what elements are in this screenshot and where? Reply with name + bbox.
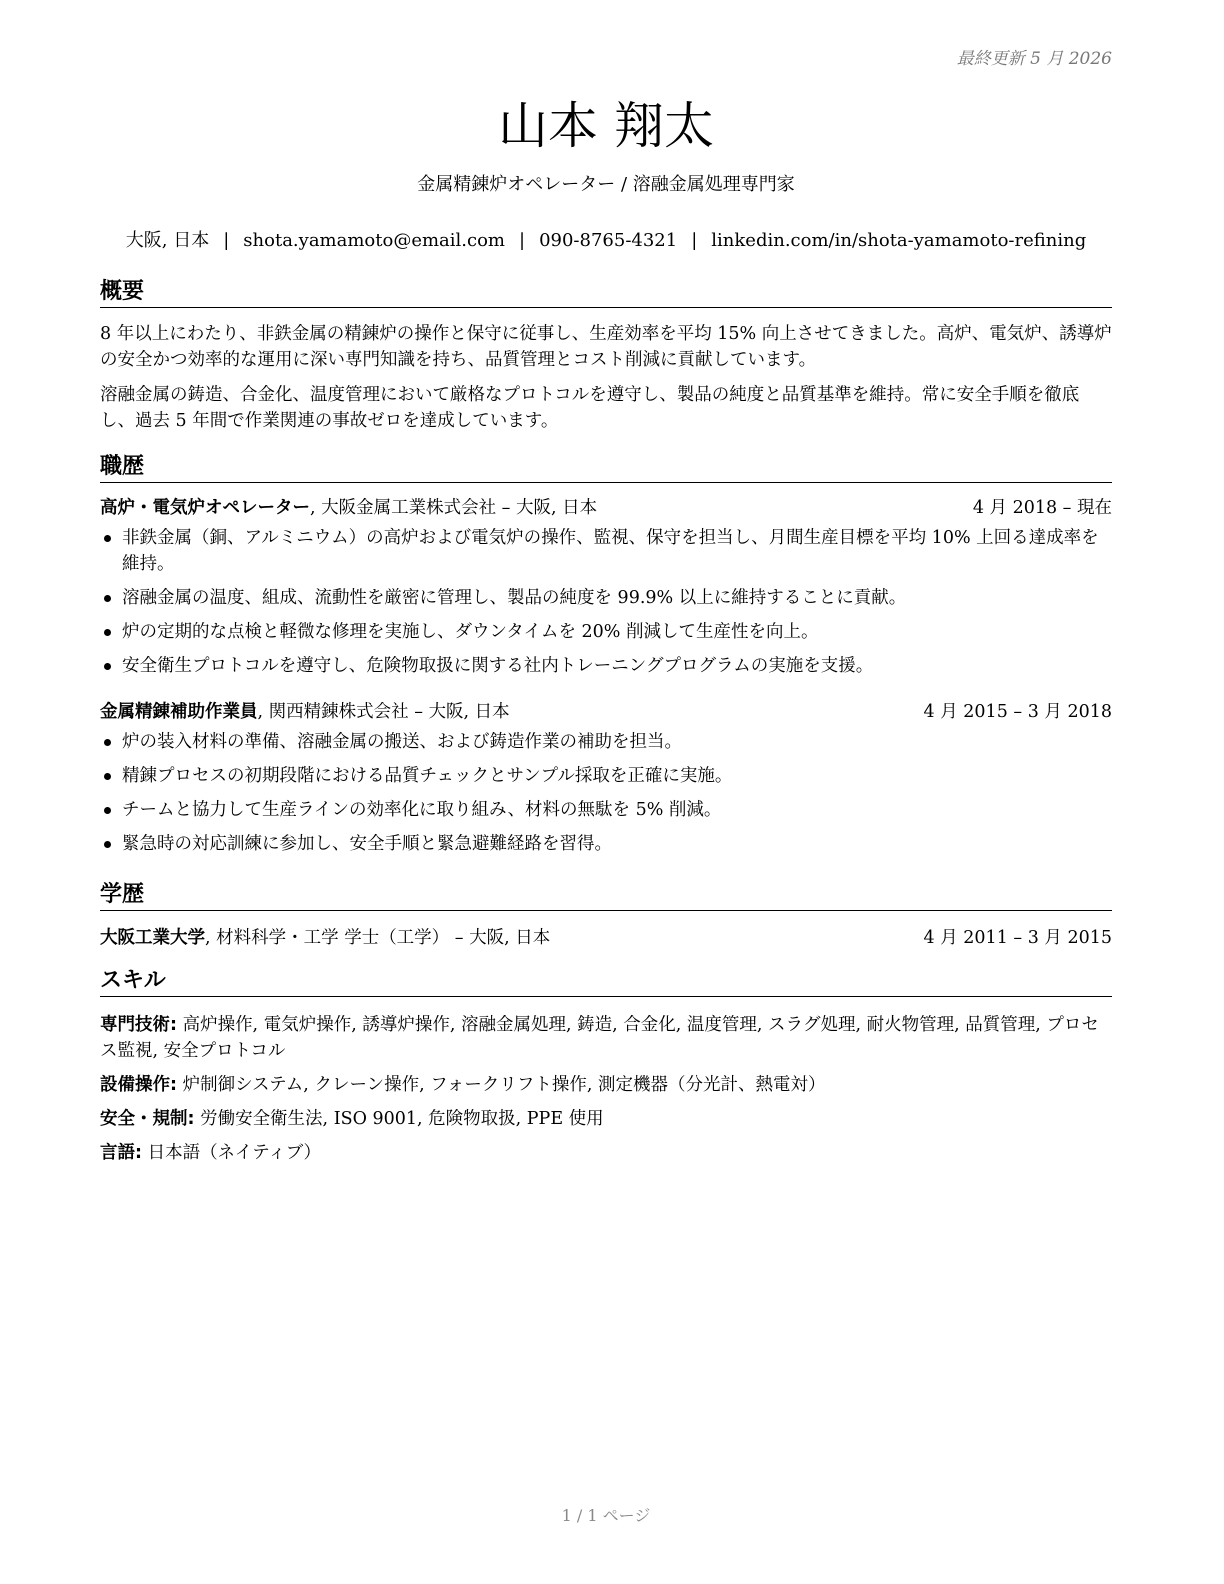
job-header xyxy=(100,699,1112,725)
skill-line xyxy=(100,1106,1112,1132)
job-dates: 4 月 2018 – 現在 xyxy=(972,498,1112,518)
list-item: 精錬プロセスの初期段階における品質チェックとサンプル採取を正確に実施。 xyxy=(100,763,1112,789)
job-dates: 4 月 2015 – 3 月 2018 xyxy=(923,702,1112,722)
section-title-summary: 概要 xyxy=(100,278,1112,308)
education-dates: 4 月 2011 – 3 月 2015 xyxy=(923,928,1112,948)
skill-value: 炉制御システム, クレーン操作, フォークリフト操作, 測定機器（分光計、熱電対） xyxy=(177,1075,826,1095)
section-title-education: 学歴 xyxy=(100,881,1112,911)
section-title-skills: スキル xyxy=(100,967,1112,997)
education-section xyxy=(100,925,1112,951)
contact-line xyxy=(100,226,1112,252)
list-item: 炉の定期的な点検と軽微な修理を実施し、ダウンタイムを 20% 削減して生産性を向上。 xyxy=(100,619,1112,645)
job-bullets xyxy=(100,525,1112,679)
skill-line xyxy=(100,1072,1112,1098)
skill-value: 高炉操作, 電気炉操作, 誘導炉操作, 溶融金属処理, 鋳造, 合金化, 温度管理, スラグ処理, 耐火物管理, 品質管理, プロセス監視, 安全プロトコル xyxy=(100,1015,1099,1061)
skill-line xyxy=(100,1140,1112,1166)
skill-value: 労働安全衛生法, ISO 9001, 危険物取扱, PPE 使用 xyxy=(194,1109,604,1129)
page-number: 1 / 1 ページ xyxy=(561,1506,651,1525)
summary-paragraph: 8 年以上にわたり、非鉄金属の精錬炉の操作と保守に従事し、生産効率を平均 15% 向上させてきました。高炉、電気炉、誘導炉の安全かつ効率的な運用に深い専門知識を持ち、品質管理とコスト削減に貢献しています。 xyxy=(100,324,1112,370)
skill-value: 日本語（ネイティブ） xyxy=(142,1143,321,1163)
list-item: 安全衛生プロトコルを遵守し、危険物取扱に関する社内トレーニングプログラムの実施を支援。 xyxy=(100,653,1112,679)
section-title-experience: 職歴 xyxy=(100,453,1112,483)
last-updated: 最終更新 5 月 2026 xyxy=(956,49,1112,69)
contact-linkedin[interactable]: linkedin.com/in/shota-yamamoto-refining xyxy=(711,230,1087,251)
education-entry xyxy=(100,925,1112,951)
candidate-name: 山本 翔太 xyxy=(498,97,714,155)
job-role: 高炉・電気炉オペレーター xyxy=(100,498,310,518)
resume-page xyxy=(100,0,1112,1584)
summary-paragraph: 溶融金属の鋳造、合金化、温度管理において厳格なプロトコルを遵守し、製品の純度と品質基準を維持。常に安全手順を徹底し、過去 5 年間で作業関連の事故ゼロを達成しています。 xyxy=(100,385,1080,431)
skill-label: 設備操作: xyxy=(100,1075,177,1095)
contact-phone: 090-8765-4321 xyxy=(539,230,678,251)
job-org: , 大阪金属工業株式会社 – 大阪, 日本 xyxy=(310,498,598,518)
contact-separator: | xyxy=(691,230,698,251)
experience-section xyxy=(100,495,1112,865)
skill-label: 安全・規制: xyxy=(100,1109,195,1129)
job-header xyxy=(100,495,1112,521)
skill-line xyxy=(100,1012,1112,1064)
headline: 金属精錬炉オペレーター / 溶融金属処理専門家 xyxy=(417,174,795,195)
degree-detail: , 材料科学・工学 学士（工学） – 大阪, 日本 xyxy=(205,928,551,948)
job-org: , 関西精錬株式会社 – 大阪, 日本 xyxy=(257,702,510,722)
contact-separator: | xyxy=(223,230,230,251)
summary-section xyxy=(100,321,1112,434)
job-bullets xyxy=(100,729,1112,857)
list-item: 非鉄金属（銅、アルミニウム）の高炉および電気炉の操作、監視、保守を担当し、月間生産目標を平均 10% 上回る達成率を維持。 xyxy=(100,525,1112,577)
contact-location: 大阪, 日本 xyxy=(125,230,210,251)
skill-label: 言語: xyxy=(100,1143,142,1163)
list-item: 炉の装入材料の準備、溶融金属の搬送、および鋳造作業の補助を担当。 xyxy=(100,729,1112,755)
list-item: チームと協力して生産ラインの効率化に取り組み、材料の無駄を 5% 削減。 xyxy=(100,797,1112,823)
school-name: 大阪工業大学 xyxy=(100,928,205,948)
list-item: 緊急時の対応訓練に参加し、安全手順と緊急避難経路を習得。 xyxy=(100,831,1112,857)
contact-separator: | xyxy=(519,230,526,251)
list-item: 溶融金属の温度、組成、流動性を厳密に管理し、製品の純度を 99.9% 以上に維持することに貢献。 xyxy=(100,585,1112,611)
skill-label: 専門技術: xyxy=(100,1015,177,1035)
job-role: 金属精錬補助作業員 xyxy=(100,702,258,722)
contact-email[interactable]: shota.yamamoto@email.com xyxy=(243,230,505,251)
skills-section xyxy=(100,1012,1112,1174)
